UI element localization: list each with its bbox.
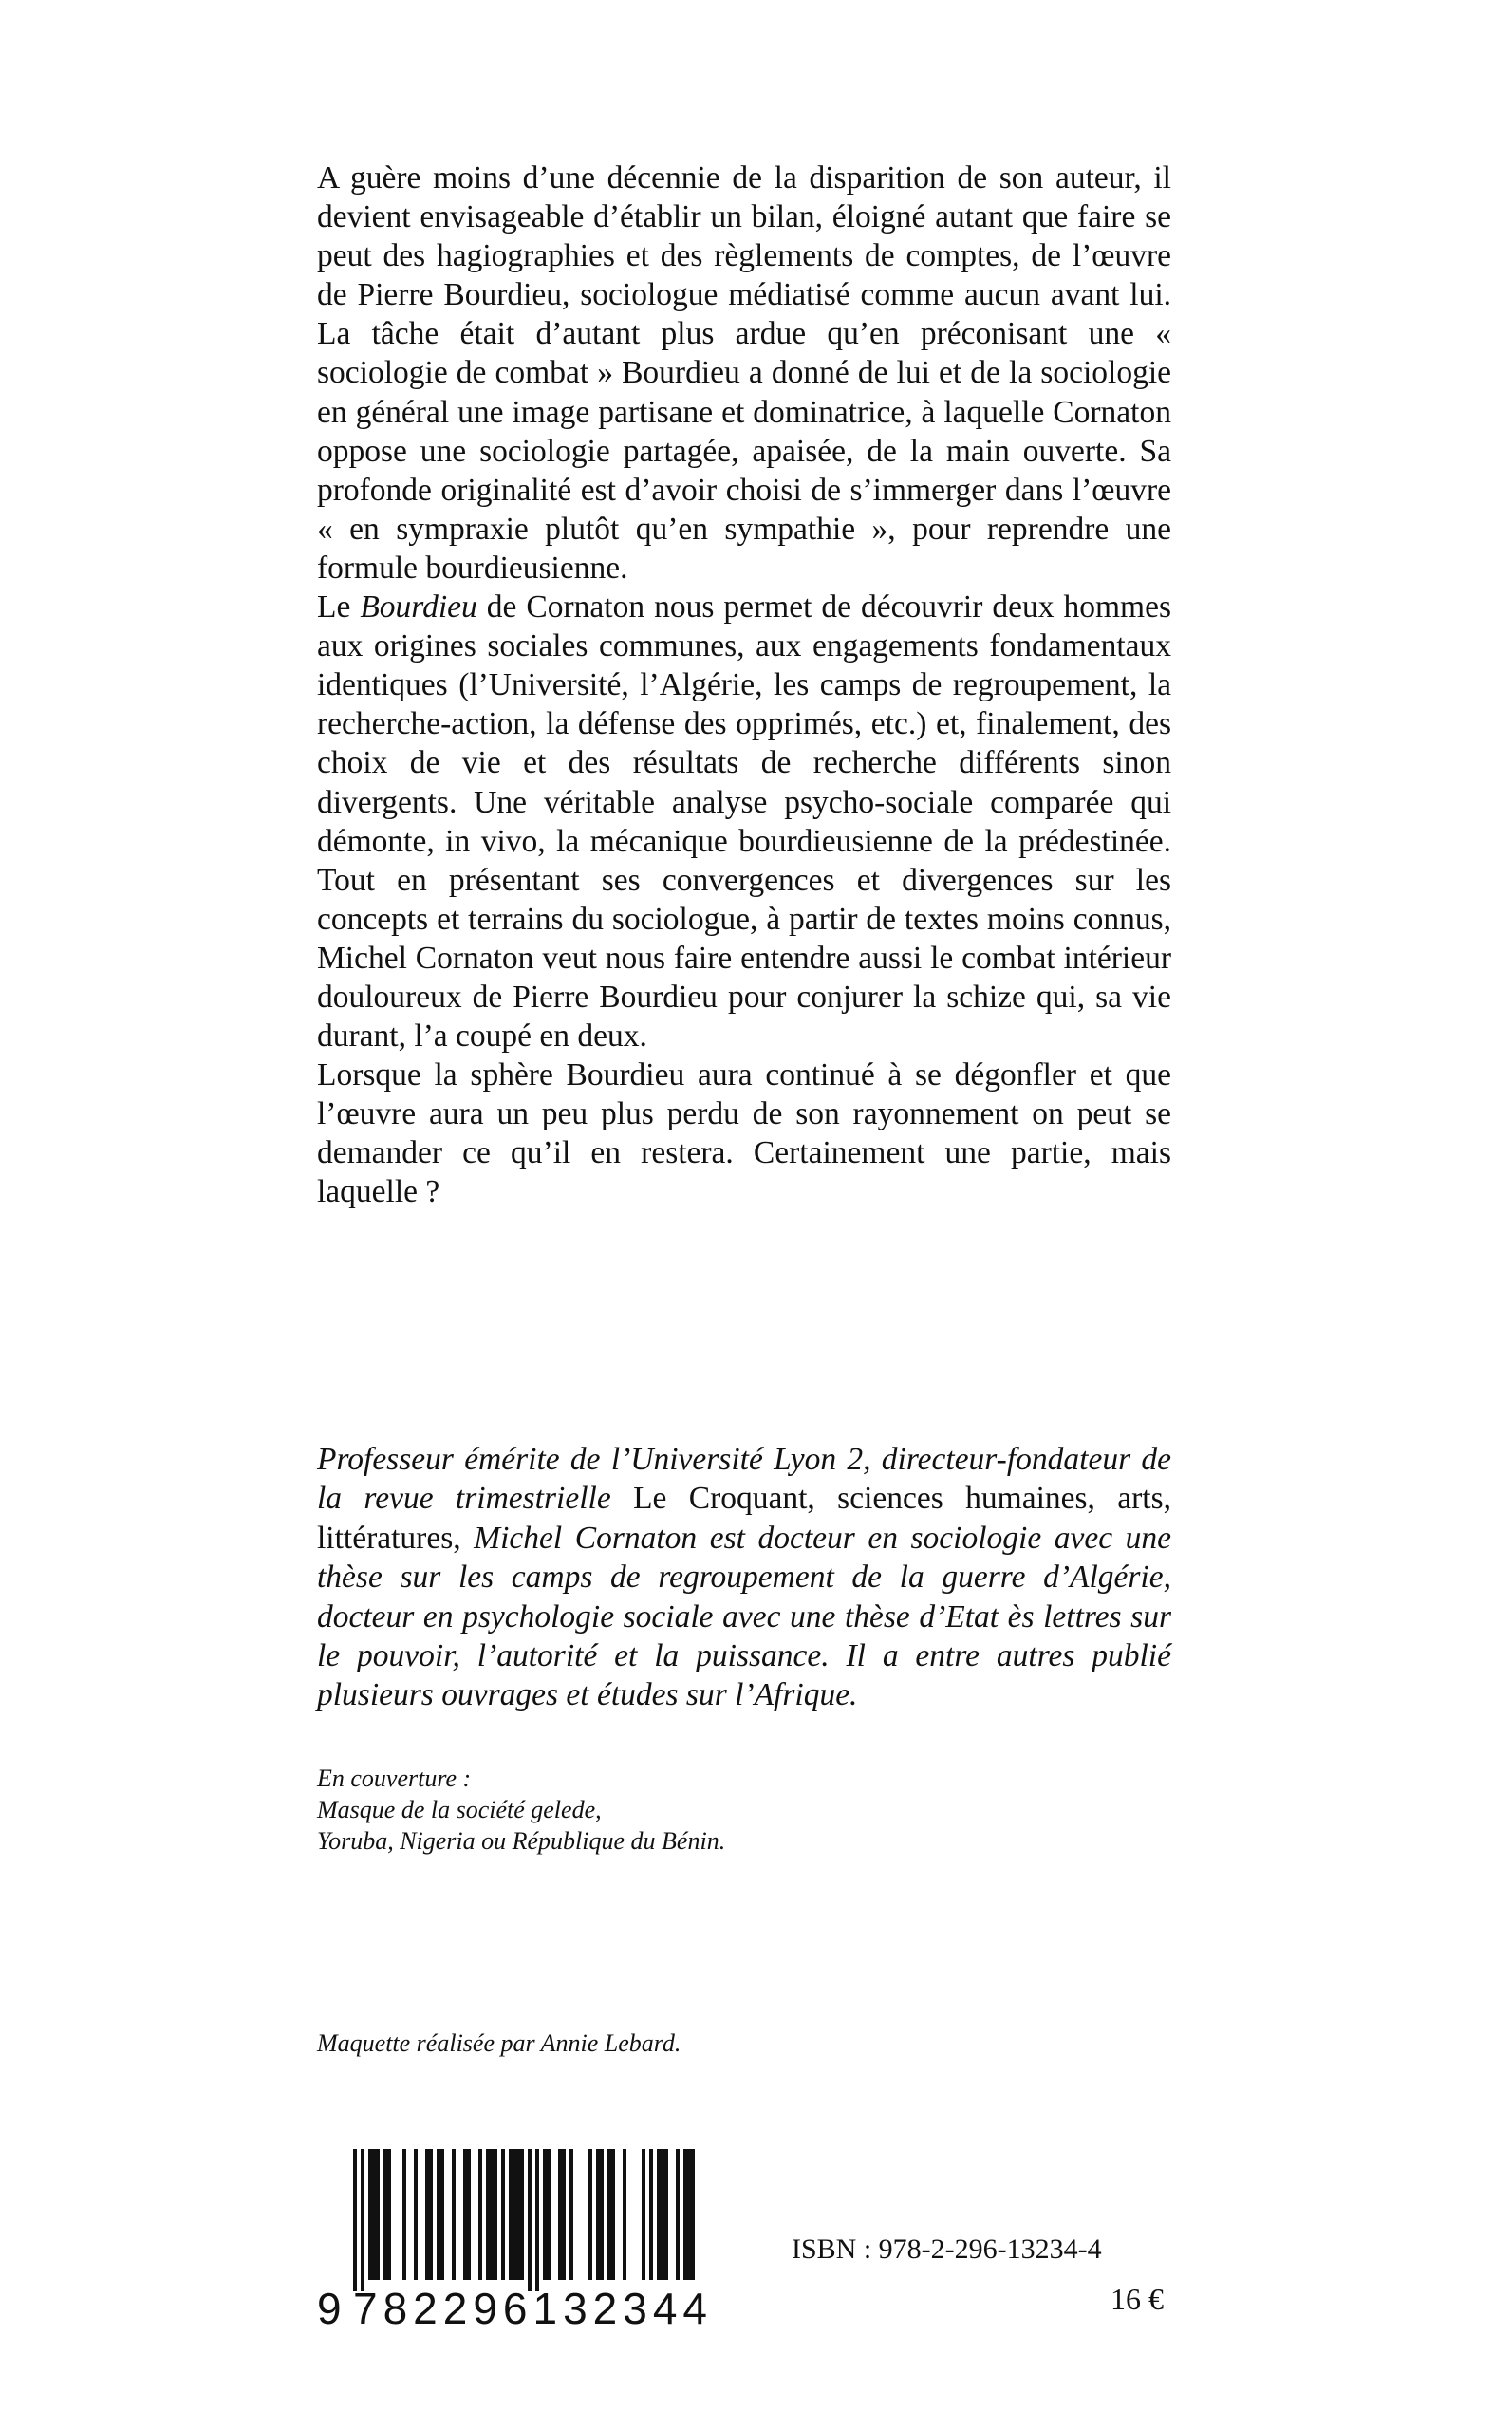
barcode-bar	[429, 2149, 433, 2280]
summary-paragraph-3: Lorsque la sphère Bourdieu aura continué à se dégonfler et que l’œuvre aura un peu plus perdu de son rayonnement on peut se demander ce qu’il en restera. Certainement une partie, mais laquelle ?	[317, 1057, 1171, 1210]
barcode-bar	[547, 2149, 551, 2280]
summary-paragraph-2	[317, 588, 1171, 1056]
barcode-bar	[558, 2149, 562, 2280]
barcode-bar	[478, 2149, 482, 2280]
barcode-bar	[486, 2149, 490, 2280]
summary-book-title: Bourdieu	[360, 589, 477, 626]
barcode-bar	[687, 2149, 691, 2280]
barcode-guard-bar	[353, 2149, 357, 2291]
barcode-bar	[414, 2149, 418, 2280]
barcode-bar	[683, 2149, 687, 2280]
barcode-guard-bar	[528, 2149, 532, 2291]
back-cover-summary	[317, 159, 1171, 1212]
barcode-bar	[596, 2149, 600, 2280]
barcode-bar	[372, 2149, 376, 2280]
author-bio	[317, 1440, 1171, 1715]
barcode-number	[317, 2283, 713, 2340]
barcode-bar	[513, 2149, 516, 2280]
barcode-bar	[516, 2149, 520, 2280]
barcode	[317, 2149, 697, 2291]
barcode-bar	[623, 2149, 626, 2280]
summary-paragraph-2-rest: de Cornaton nous permet de découvrir deux hommes aux origines sociales communes, aux engagements fondamentaux identiques (l’Université, l’Algérie, les camps de regroupement, la recherche-action, la défense des opprimés, etc.) et, finalement, des choix de vie et des résultats de recherche différents sinon divergents. Une véritable analyse psycho-sociale comparée qui démonte, in vivo, la mécanique bourdieusienne de la prédestinée. Tout en présentant ses convergences et divergences sur les concepts et terrains du sociologue, à partir de textes moins connus, Michel Cornaton veut nous faire entendre aussi le combat intérieur douloureux de Pierre Bourdieu pour conjurer la schize qui, sa vie durant, l’a coupé en deux.	[317, 589, 1171, 1055]
barcode-bar	[520, 2149, 524, 2280]
layout-credit: Maquette réalisée par Annie Lebard.	[317, 2029, 681, 2057]
barcode-bar	[642, 2149, 645, 2280]
barcode-bar	[467, 2149, 471, 2280]
cover-credit-line-2: Masque de la société gelede,	[317, 1796, 602, 1823]
barcode-bar	[649, 2149, 653, 2280]
price: 16 €	[1111, 2282, 1164, 2316]
cover-credit	[317, 1763, 1171, 1857]
barcode-bar	[387, 2149, 391, 2280]
barcode-bar	[402, 2149, 406, 2280]
barcode-bar	[657, 2149, 661, 2280]
barcode-guard-bar	[535, 2149, 539, 2291]
cover-credit-line-3: Yoruba, Nigeria ou République du Bénin.	[317, 1827, 726, 1855]
barcode-bar	[425, 2149, 429, 2280]
isbn-number: ISBN : 978-2-296-13234-4	[792, 2233, 1102, 2265]
barcode-guard-bar	[361, 2149, 364, 2291]
barcode-bar	[440, 2149, 444, 2280]
author-bio-part-1: Professeur émérite de l’Université Lyon 2, directeur-fondateur de la revue trimestrielle	[317, 1442, 1171, 1517]
barcode-bar	[509, 2149, 513, 2280]
barcode-bar	[376, 2149, 380, 2280]
author-bio-text	[317, 1440, 1171, 1715]
barcode-bar	[452, 2149, 456, 2280]
barcode-bar	[664, 2149, 668, 2280]
cover-credit-line-1: En couverture :	[317, 1765, 472, 1792]
barcode-bar	[490, 2149, 494, 2280]
barcode-bar	[562, 2149, 566, 2280]
barcode-bar	[588, 2149, 592, 2280]
barcode-bar	[607, 2149, 611, 2280]
barcode-digits: 782296132344	[353, 2284, 713, 2333]
barcode-bar	[611, 2149, 615, 2280]
summary-paragraph-2-start: Le	[317, 589, 351, 626]
barcode-bar	[463, 2149, 467, 2280]
barcode-bar	[676, 2149, 680, 2280]
author-bio-journal: Le Croquant, sciences humaines, arts, littératures,	[317, 1481, 1172, 1556]
barcode-bar	[661, 2149, 664, 2280]
author-bio-part-3: Michel Cornaton est docteur en sociologie avec une thèse sur les camps de regroupement de la guerre d’Algérie, docteur en psychologie sociale avec une thèse d’Etat ès lettres sur le pouvoir, l’autorité et la puissance. Il a entre autres publié plusieurs ouvrages et études sur l’Afrique.	[317, 1520, 1171, 1713]
barcode-bar	[383, 2149, 387, 2280]
barcode-bar	[569, 2149, 573, 2280]
barcode-first-digit: 9	[317, 2284, 343, 2333]
barcode-bar	[368, 2149, 372, 2280]
barcode-bar	[691, 2149, 695, 2280]
barcode-bars	[317, 2149, 697, 2291]
barcode-bar	[437, 2149, 440, 2280]
barcode-bar	[494, 2149, 497, 2280]
barcode-bar	[501, 2149, 505, 2280]
summary-paragraph-1: A guère moins d’une décennie de la disparition de son auteur, il devient envisageable d’établir un bilan, éloigné autant que faire se peut des hagiographies et des règlements de comptes, de l’œuvre de Pierre Bourdieu, sociologue médiatisé comme aucun avant lui. La tâche était d’autant plus ardue qu’en préconisant une « sociologie de combat » Bourdieu a donné de lui et de la sociologie en général une image partisane et dominatrice, à laquelle Cornaton oppose une sociologie partagée, apaisée, de la main ouverte. Sa profonde originalité est d’avoir choisi de s’immerger dans l’œuvre « en sympraxie plutôt qu’en sympathie », pour reprendre une formule bourdieusienne.	[317, 160, 1171, 586]
barcode-bar	[543, 2149, 547, 2280]
barcode-bar	[600, 2149, 604, 2280]
